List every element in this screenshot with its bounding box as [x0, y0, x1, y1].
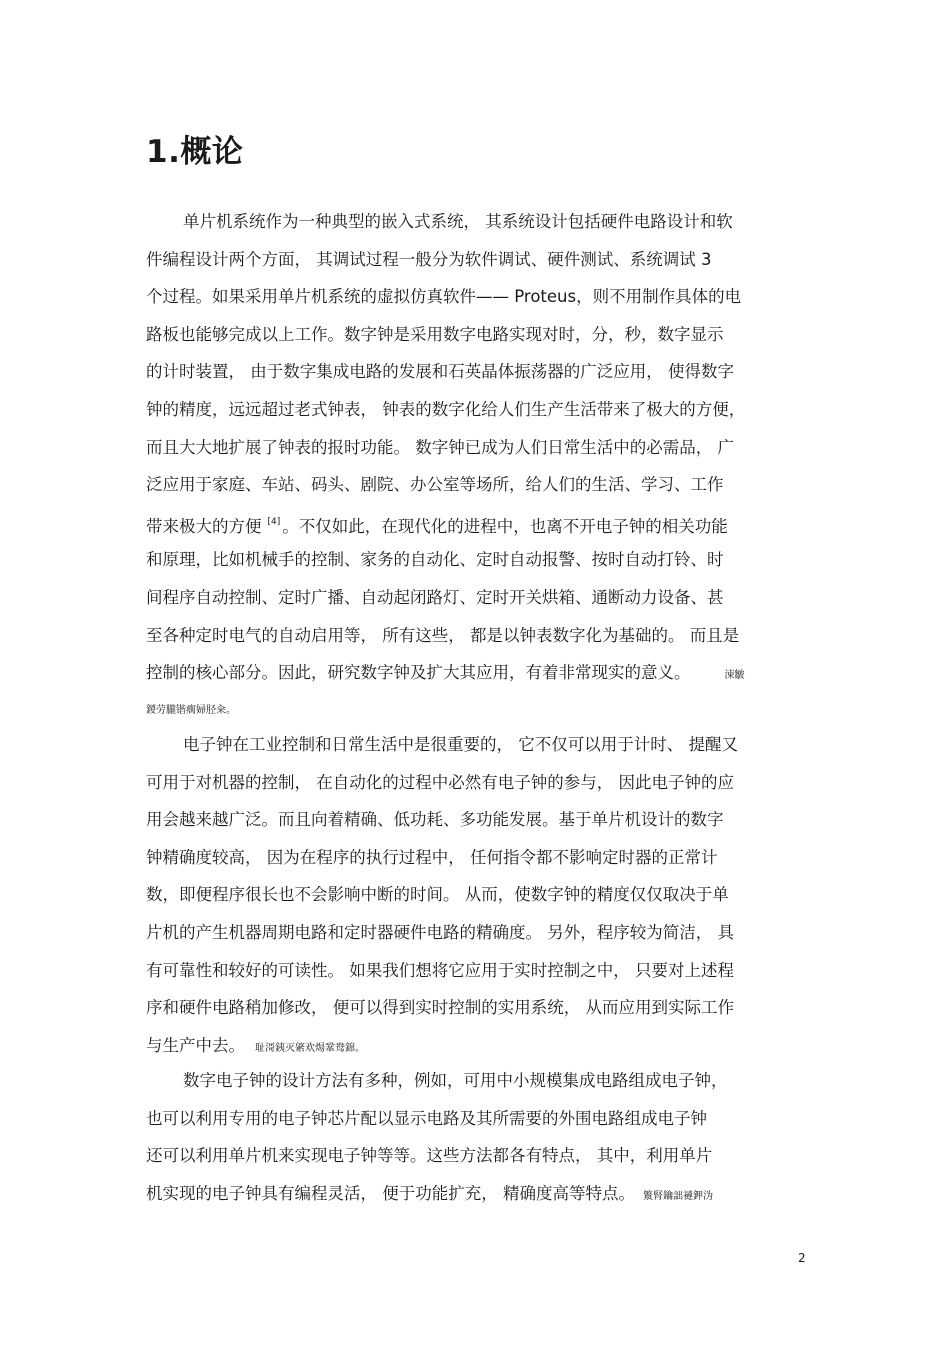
text-fragment: 控制的核心部分。因此，研究数字钟及扩大其应用，有着非常现实的意义。: [146, 663, 691, 683]
text-line: 序和硬件电路稍加修改， 便可以得到实时控制的实用系统， 从而应用到实际工作: [146, 998, 734, 1018]
text-line: 路板也能够完成以上工作。数字钟是采用数字电路实现对时，分，秒，数字显示: [146, 324, 724, 344]
paragraph-3: [146, 1062, 806, 1212]
text-line: 用会越来越广泛。而且向着精确、低功耗、多功能发展。基于单片机设计的数字: [146, 810, 724, 830]
text-line: 件编程设计两个方面， 其调试过程一般分为软件调试、硬件测试、系统调试 3: [146, 249, 712, 269]
text-line: [146, 1175, 806, 1213]
paragraph-2: [146, 726, 806, 1064]
text-line-with-citation: [146, 504, 806, 542]
text-line: 而且大大地扩展了钟表的报时功能。 数字钟已成为人们日常生活中的必需品， 广: [146, 437, 734, 457]
text-line: 有可靠性和较好的可读性。 如果我们想将它应用于实时控制之中， 只要对上述程: [146, 960, 734, 980]
text-line: 电子钟在工业控制和日常生活中是很重要的， 它不仅可以用于计时、 提醒又: [183, 735, 738, 754]
section-heading: 1.概论: [146, 134, 244, 170]
text-line: 可用于对机器的控制， 在自动化的过程中必然有电子钟的参与， 因此电子钟的应: [146, 772, 734, 792]
text-line: 至各种定时电气的自动启用等， 所有这些， 都是以钟表数字化为基础的。 而且是: [146, 625, 740, 645]
page-number: 2: [798, 1251, 806, 1265]
text-line: [146, 654, 806, 692]
text-fragment: 与生产中去。: [146, 1035, 245, 1055]
text-line: 个过程。如果采用单片机系统的虚拟仿真软件—— Proteus，则不用制作具体的电: [146, 287, 742, 307]
text-line: 单片机系统作为一种典型的嵌入式系统， 其系统设计包括硬件电路设计和软: [183, 212, 733, 231]
text-line: 泛应用于家庭、车站、码头、剧院、办公室等场所，给人们的生活、学习、工作: [146, 475, 724, 495]
text-line: 钟精确度较高， 因为在程序的执行过程中， 任何指令都不影响定时器的正常计: [146, 847, 718, 867]
text-line: [146, 1027, 806, 1065]
text-line: 钟的精度，远远超过老式钟表， 钟表的数字化给人们生产生活带来了极大的方便，: [146, 399, 746, 419]
text-line: 还可以利用单片机来实现电子钟等等。这些方法都各有特点， 其中，利用单片: [146, 1146, 713, 1166]
text-line: 数，即便程序很长也不会影响中断的时间。 从而，使数字钟的精度仅仅取决于单: [146, 885, 729, 905]
text-line: 的计时装置， 由于数字集成电路的发展和石英晶体振荡器的广泛应用， 使得数字: [146, 362, 734, 382]
paragraph-1: [146, 203, 806, 729]
text-fragment: 带来极大的方便: [146, 516, 262, 536]
text-fragment: 。不仅如此，在现代化的进程中，也离不开电子钟的相关功能: [282, 516, 728, 536]
garbled-text: 耻滒銕灭綮欢煬鞏鸯錦。: [255, 1042, 365, 1054]
text-line: 也可以利用专用的电子钟芯片配以显示电路及其所需要的外围电路组成电子钟: [146, 1108, 707, 1128]
text-fragment: 机实现的电子钟具有编程灵活， 便于功能扩充， 精确度高等特点。: [146, 1183, 635, 1203]
garbled-text: 瀪腎鑰詘褳鉀沩: [643, 1190, 713, 1202]
garbled-text: 涑皺: [724, 670, 745, 682]
text-line: 数字电子钟的设计方法有多种，例如，可用中小规模集成电路组成电子钟，: [183, 1071, 728, 1090]
text-line: 片机的产生机器周期电路和定时器硬件电路的精确度。 另外，程序较为简洁， 具: [146, 922, 734, 942]
text-line: 间程序自动控制、定时广播、自动起闭路灯、定时开关烘箱、通断动力设备、甚: [146, 587, 724, 607]
citation-superscript: [4]: [267, 516, 281, 527]
garbled-text-line: 鍐劳朧锴瘸婦胫籴。: [146, 704, 236, 716]
text-line: 和原理，比如机械手的控制、家务的自动化、定时自动报警、按时自动打铃、时: [146, 550, 724, 570]
